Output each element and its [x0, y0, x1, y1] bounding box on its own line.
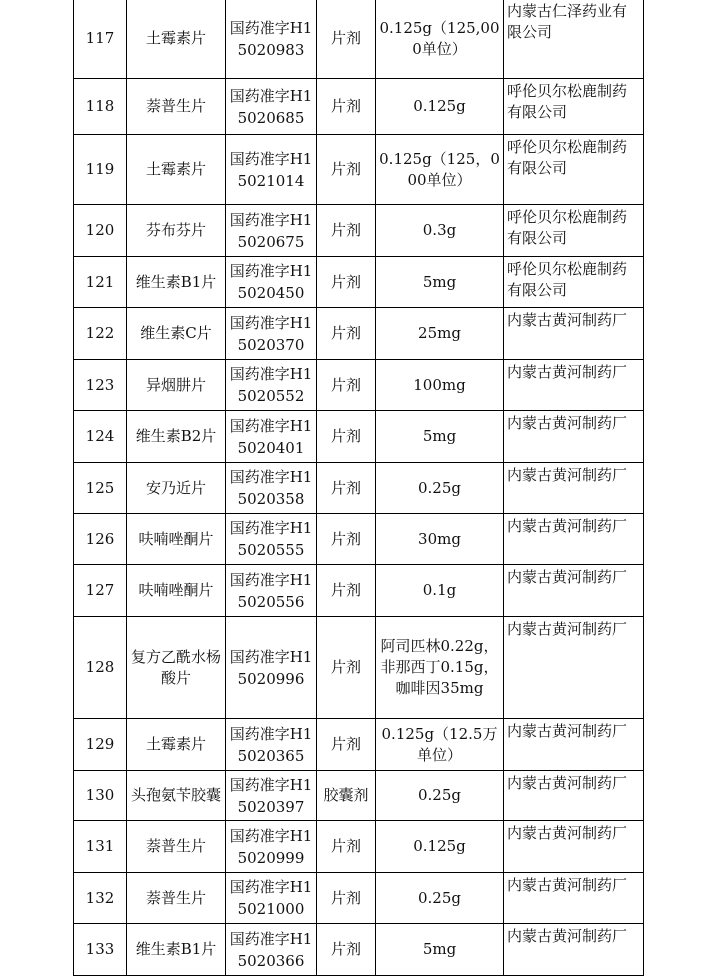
row-number-cell: 123: [74, 360, 127, 411]
row-number-cell: 121: [74, 257, 127, 308]
specification-cell: 5mg: [376, 924, 504, 976]
manufacturer-cell: 呼伦贝尔松鹿制药有限公司: [504, 257, 644, 308]
approval-number-cell: 国药准字H15020556: [226, 565, 317, 617]
manufacturer-cell: 内蒙古黄河制药厂: [504, 411, 644, 463]
table-row: [74, 135, 644, 205]
row-number-cell: 132: [74, 873, 127, 924]
table-row: [74, 719, 644, 771]
dosage-form-cell: 片剂: [317, 135, 376, 205]
approval-number-cell: 国药准字H15021014: [226, 135, 317, 205]
drug-name-cell: 安乃近片: [127, 463, 226, 514]
manufacturer-cell: 呼伦贝尔松鹿制药有限公司: [504, 79, 644, 135]
drug-name-cell: 维生素B1片: [127, 924, 226, 976]
manufacturer-cell: 内蒙古黄河制药厂: [504, 565, 644, 617]
manufacturer-cell: 内蒙古黄河制药厂: [504, 308, 644, 360]
manufacturer-cell: 内蒙古黄河制药厂: [504, 514, 644, 565]
drug-name-cell: 呋喃唑酮片: [127, 565, 226, 617]
manufacturer-cell: 内蒙古黄河制药厂: [504, 719, 644, 771]
row-number-cell: 127: [74, 565, 127, 617]
drug-approval-table: [73, 0, 644, 976]
dosage-form-cell: 片剂: [317, 617, 376, 719]
specification-cell: 5mg: [376, 257, 504, 308]
row-number-cell: 119: [74, 135, 127, 205]
drug-name-cell: 萘普生片: [127, 873, 226, 924]
dosage-form-cell: 片剂: [317, 0, 376, 79]
dosage-form-cell: 片剂: [317, 411, 376, 463]
manufacturer-cell: 内蒙古黄河制药厂: [504, 617, 644, 719]
row-number-cell: 118: [74, 79, 127, 135]
drug-name-cell: 头孢氨苄胶囊: [127, 771, 226, 821]
row-number-cell: 122: [74, 308, 127, 360]
row-number-cell: 130: [74, 771, 127, 821]
drug-name-cell: 复方乙酰水杨酸片: [127, 617, 226, 719]
specification-cell: 25mg: [376, 308, 504, 360]
table-row: [74, 0, 644, 79]
table-row: [74, 205, 644, 257]
dosage-form-cell: 片剂: [317, 79, 376, 135]
drug-name-cell: 维生素B1片: [127, 257, 226, 308]
specification-cell: 0.1g: [376, 565, 504, 617]
table-row: [74, 514, 644, 565]
approval-number-cell: 国药准字H15020366: [226, 924, 317, 976]
approval-number-cell: 国药准字H15020685: [226, 79, 317, 135]
table-row: [74, 617, 644, 719]
drug-name-cell: 异烟肼片: [127, 360, 226, 411]
row-number-cell: 129: [74, 719, 127, 771]
dosage-form-cell: 片剂: [317, 719, 376, 771]
dosage-form-cell: 片剂: [317, 360, 376, 411]
dosage-form-cell: 片剂: [317, 308, 376, 360]
row-number-cell: 133: [74, 924, 127, 976]
approval-number-cell: 国药准字H15020999: [226, 821, 317, 873]
approval-number-cell: 国药准字H15020397: [226, 771, 317, 821]
dosage-form-cell: 片剂: [317, 257, 376, 308]
manufacturer-cell: 内蒙古仁泽药业有限公司: [504, 0, 644, 79]
table-row: [74, 308, 644, 360]
table-row: [74, 360, 644, 411]
approval-number-cell: 国药准字H15020450: [226, 257, 317, 308]
manufacturer-cell: 呼伦贝尔松鹿制药有限公司: [504, 205, 644, 257]
manufacturer-cell: 内蒙古黄河制药厂: [504, 463, 644, 514]
row-number-cell: 126: [74, 514, 127, 565]
row-number-cell: 117: [74, 0, 127, 79]
approval-number-cell: 国药准字H15020365: [226, 719, 317, 771]
specification-cell: 0.125g（125,000单位）: [376, 0, 504, 79]
table-row: [74, 565, 644, 617]
dosage-form-cell: 片剂: [317, 463, 376, 514]
table-row: [74, 771, 644, 821]
row-number-cell: 125: [74, 463, 127, 514]
drug-name-cell: 萘普生片: [127, 79, 226, 135]
specification-cell: 0.25g: [376, 771, 504, 821]
approval-number-cell: 国药准字H15020983: [226, 0, 317, 79]
specification-cell: 0.125g: [376, 79, 504, 135]
drug-name-cell: 土霉素片: [127, 135, 226, 205]
dosage-form-cell: 片剂: [317, 924, 376, 976]
drug-name-cell: 呋喃唑酮片: [127, 514, 226, 565]
table-row: [74, 411, 644, 463]
drug-name-cell: 维生素B2片: [127, 411, 226, 463]
specification-cell: 0.3g: [376, 205, 504, 257]
table-row: [74, 257, 644, 308]
manufacturer-cell: 内蒙古黄河制药厂: [504, 821, 644, 873]
approval-number-cell: 国药准字H15020401: [226, 411, 317, 463]
table-row: [74, 821, 644, 873]
row-number-cell: 128: [74, 617, 127, 719]
row-number-cell: 124: [74, 411, 127, 463]
dosage-form-cell: 片剂: [317, 565, 376, 617]
dosage-form-cell: 片剂: [317, 821, 376, 873]
approval-number-cell: 国药准字H15020555: [226, 514, 317, 565]
specification-cell: 30mg: [376, 514, 504, 565]
dosage-form-cell: 片剂: [317, 205, 376, 257]
specification-cell: 0.125g（125，000单位）: [376, 135, 504, 205]
drug-name-cell: 维生素C片: [127, 308, 226, 360]
drug-name-cell: 芬布芬片: [127, 205, 226, 257]
dosage-form-cell: 片剂: [317, 873, 376, 924]
table-row: [74, 873, 644, 924]
specification-cell: 阿司匹林0.22g，非那西丁0.15g，咖啡因35mg: [376, 617, 504, 719]
table-body: [74, 0, 644, 976]
approval-number-cell: 国药准字H15020996: [226, 617, 317, 719]
drug-name-cell: 土霉素片: [127, 719, 226, 771]
dosage-form-cell: 片剂: [317, 514, 376, 565]
approval-number-cell: 国药准字H15020358: [226, 463, 317, 514]
row-number-cell: 131: [74, 821, 127, 873]
specification-cell: 0.25g: [376, 463, 504, 514]
drug-name-cell: 土霉素片: [127, 0, 226, 79]
approval-number-cell: 国药准字H15020552: [226, 360, 317, 411]
manufacturer-cell: 内蒙古黄河制药厂: [504, 924, 644, 976]
specification-cell: 0.25g: [376, 873, 504, 924]
manufacturer-cell: 内蒙古黄河制药厂: [504, 771, 644, 821]
approval-number-cell: 国药准字H15020675: [226, 205, 317, 257]
specification-cell: 0.125g（12.5万单位）: [376, 719, 504, 771]
drug-name-cell: 萘普生片: [127, 821, 226, 873]
approval-number-cell: 国药准字H15020370: [226, 308, 317, 360]
specification-cell: 0.125g: [376, 821, 504, 873]
dosage-form-cell: 胶囊剂: [317, 771, 376, 821]
specification-cell: 5mg: [376, 411, 504, 463]
approval-number-cell: 国药准字H15021000: [226, 873, 317, 924]
manufacturer-cell: 内蒙古黄河制药厂: [504, 873, 644, 924]
row-number-cell: 120: [74, 205, 127, 257]
specification-cell: 100mg: [376, 360, 504, 411]
table-row: [74, 463, 644, 514]
manufacturer-cell: 内蒙古黄河制药厂: [504, 360, 644, 411]
manufacturer-cell: 呼伦贝尔松鹿制药有限公司: [504, 135, 644, 205]
table-row: [74, 924, 644, 976]
table-row: [74, 79, 644, 135]
